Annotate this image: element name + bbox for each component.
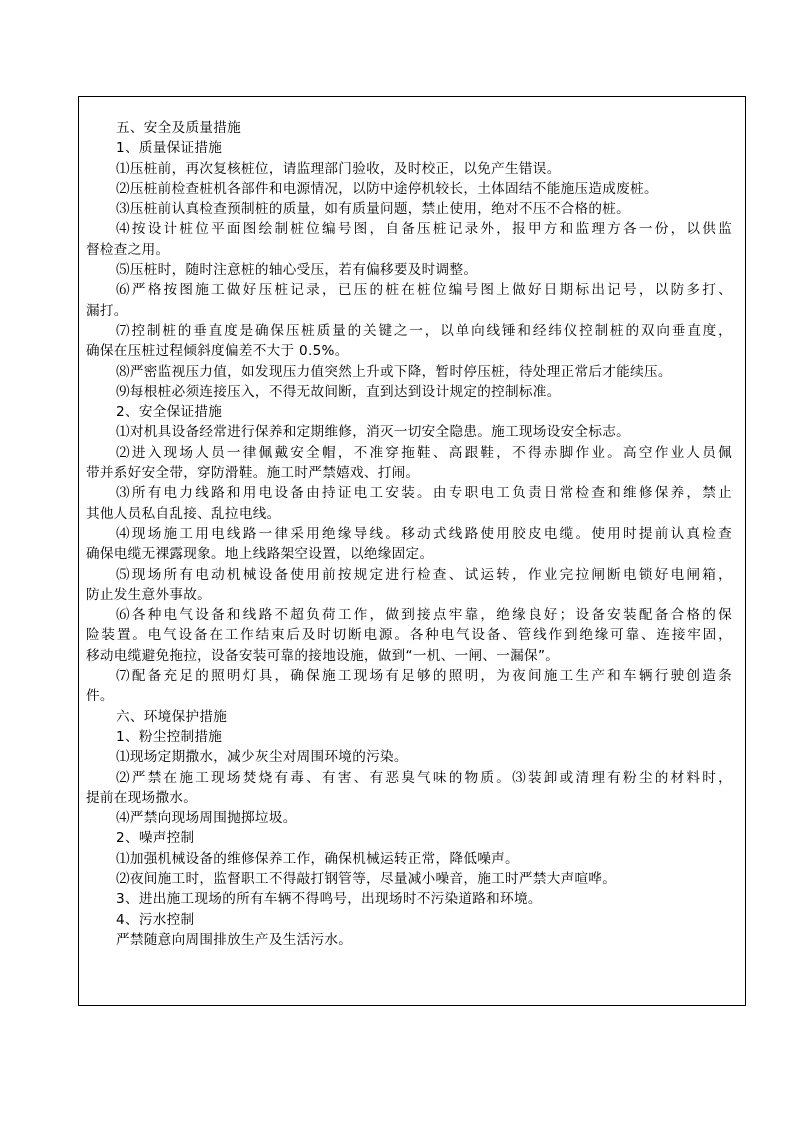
text-line: 险装置。电气设备在工作结束后及时切断电源。各种电气设备、管线作到绝缘可靠、连接牢固，: [86, 627, 732, 644]
text-line: ⑹各种电气设备和线路不超负荷工作，做到接点牢靠，绝缘良好；设备安装配备合格的保: [116, 607, 732, 624]
text-line: 漏打。: [86, 302, 128, 319]
text-line: 防止发生意外事故。: [86, 586, 212, 603]
text-line: 1、粉尘控制措施: [116, 728, 223, 745]
text-line: 带并系好安全带，穿防滑鞋。施工时严禁嬉戏、打闹。: [86, 465, 420, 482]
text-line: 五、安全及质量措施: [116, 120, 242, 136]
text-line: ⑸压桩时，随时注意桩的轴心受压，若有偏移要及时调整。: [116, 262, 478, 279]
text-line: 六、环境保护措施: [116, 708, 228, 725]
text-line: ⑵压桩前检查桩机各部件和电源情况，以防中途停机较长，土体固结不能施压造成废桩。: [116, 180, 658, 197]
text-line: ⑴现场定期撒水，减少灰尘对周围环境的污染。: [116, 749, 408, 766]
text-line: 4、污水控制: [116, 911, 195, 928]
text-line: ⑴压桩前，再次复核桩位，请监理部门验收，及时校正，以免产生错误。: [116, 160, 561, 177]
text-line: ⑴对机具设备经常进行保养和定期维修，消灭一切安全隐患。施工现场设安全标志。: [116, 424, 631, 441]
text-line: ⑷按设计桩位平面图绘制桩位编号图，自备压桩记录外，报甲方和监理方各一份，以供监: [116, 221, 732, 238]
text-line: 3、进出施工现场的所有车辆不得鸣号，出现场时不污染道路和环境。: [116, 891, 542, 908]
text-line: ⑺控制桩的垂直度是确保压桩质量的关键之一，以单向线锤和经纬仪控制桩的双向垂直度，: [116, 322, 732, 339]
text-line: 移动电缆避免拖拉，设备安装可靠的接地设施，做到“一机、一闸、一漏保”。: [86, 647, 560, 664]
text-line: 确保在压桩过程倾斜度偏差不大于 0.5%。: [86, 343, 349, 360]
text-line: ⑺配备充足的照明灯具，确保施工现场有足够的照明，为夜间施工生产和车辆行驶创造条: [116, 668, 732, 685]
text-line: ⑷现场施工用电线路一律采用绝缘导线。移动式线路使用胶皮电缆。使用时提前认真检查: [116, 525, 732, 542]
text-line: 提前在现场撒水。: [86, 789, 198, 806]
text-line: ⑶所有电力线路和用电设备由持证电工安装。由专职电工负责日常检查和维修保养，禁止: [116, 485, 732, 502]
text-line: 1、质量保证措施: [116, 140, 223, 157]
text-line: 2、安全保证措施: [116, 404, 223, 421]
text-line: 其他人员私自乱接、乱拉电线。: [86, 505, 281, 522]
text-line: ⑷严禁向现场周围抛掷垃圾。: [116, 810, 297, 827]
text-line: 严禁随意向周围排放生产及生活污水。: [116, 931, 353, 948]
text-line: ⑶压桩前认真检查预制桩的质量，如有质量问题，禁止使用，绝对不压不合格的桩。: [116, 201, 631, 218]
text-line: 件。: [86, 688, 114, 705]
text-line: ⑸现场所有电动机械设备使用前按规定进行检查、试运转，作业完拉闸断电锁好电闸箱，: [116, 566, 732, 583]
text-line: ⑼每根桩必须连接压入，不得无故间断，直到达到设计规定的控制标准。: [116, 383, 561, 400]
document-body: [86, 118, 740, 950]
text-line: ⑵严禁在施工现场焚烧有毒、有害、有恶臭气味的物质。⑶装卸或清理有粉尘的材料时，: [116, 769, 732, 786]
text-line: 督检查之用。: [86, 241, 170, 258]
text-line: 确保电缆无裸露现象。地上线路架空设置，以绝缘固定。: [86, 546, 434, 563]
text-line: ⑵夜间施工时，监督职工不得敲打钢管等，尽量减小噪音，施工时严禁大声喧哗。: [116, 870, 617, 887]
text-line: ⑴加强机械设备的维修保养工作，确保机械运转正常，降低噪声。: [116, 850, 519, 867]
text-line: ⑹严格按图施工做好压桩记录，已压的桩在桩位编号图上做好日期标出记号，以防多打、: [116, 282, 732, 299]
text-line: 2、噪声控制: [116, 830, 195, 847]
text-line: ⑵进入现场人员一律佩戴安全帽，不准穿拖鞋、高跟鞋，不得赤脚作业。高空作业人员佩: [116, 444, 732, 461]
text-line: ⑻严密监视压力值，如发现压力值突然上升或下降，暂时停压桩，待处理正常后才能续压。: [116, 363, 672, 380]
